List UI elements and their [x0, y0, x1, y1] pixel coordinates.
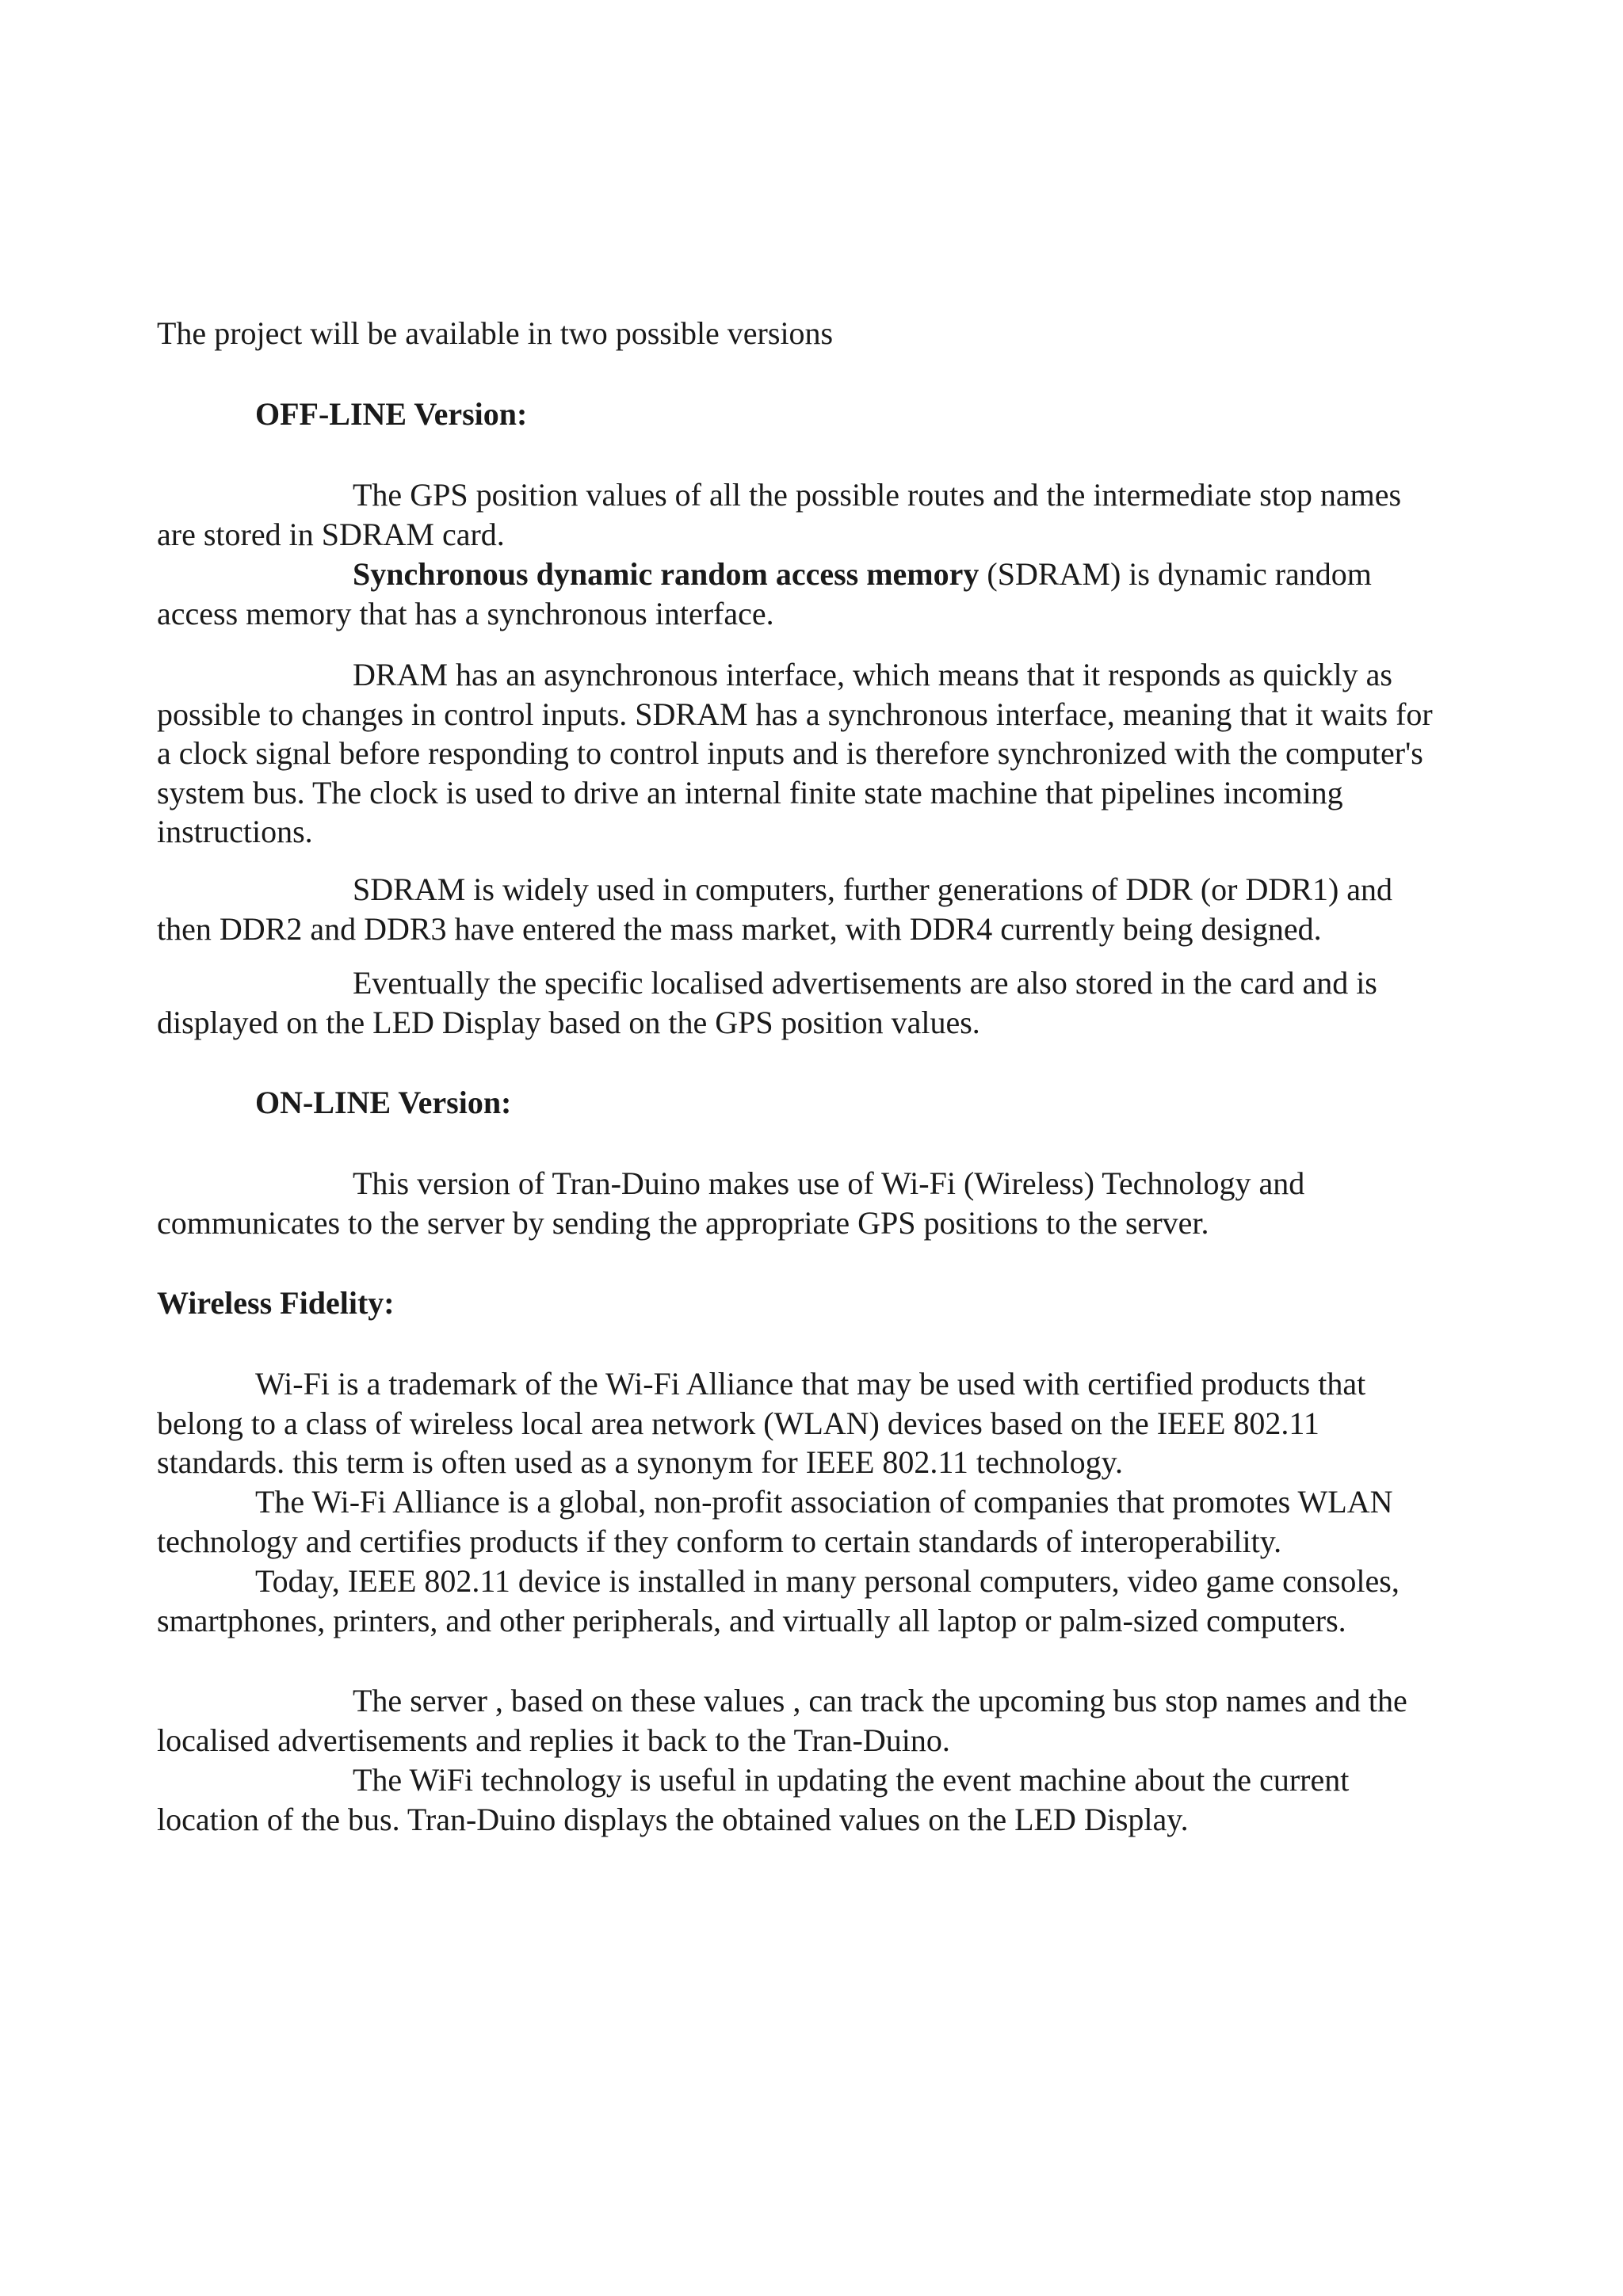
online-paragraph-1: This version of Tran-Duino makes use of Wi-Fi (Wireless) Technology and communicates to the server by sending the appropriate GPS positions to the server.	[157, 1165, 1305, 1241]
offline-heading: OFF-LINE Version:	[255, 396, 528, 432]
offline-paragraph-1: The GPS position values of all the possible routes and the intermediate stop names are stored in SDRAM card.	[157, 477, 1402, 552]
wireless-heading: Wireless Fidelity:	[157, 1285, 395, 1321]
offline-paragraph-3: DRAM has an asynchronous interface, which means that it responds as quickly as possible to changes in control inputs. SDRAM has a synchronous interface, meaning that it waits for a clock signal before responding to control inputs and is therefore synchronized with the computer's system bus. The clock is used to drive an internal finite state machine that pipelines incoming instructions.	[157, 657, 1433, 849]
intro-paragraph: The project will be available in two possible versions	[157, 315, 834, 351]
sdram-term: Synchronous dynamic random access memory	[353, 556, 980, 592]
offline-paragraph-2	[157, 555, 1488, 633]
offline-paragraph-4: SDRAM is widely used in computers, further generations of DDR (or DDR1) and then DDR2 and DDR3 have entered the mass market, with DDR4 currently being designed.	[157, 871, 1393, 947]
wireless-paragraph-3: Today, IEEE 802.11 device is installed in many personal computers, video game consoles, smartphones, printers, and other peripherals, and virtually all laptop or palm-sized computers.	[157, 1563, 1400, 1638]
wireless-paragraph-1: Wi-Fi is a trademark of the Wi-Fi Alliance that may be used with certified products that belong to a class of wireless local area network (WLAN) devices based on the IEEE 802.11 standards. this term is often used as a synonym for IEEE 802.11 technology.	[157, 1366, 1366, 1480]
wireless-paragraph-2: The Wi-Fi Alliance is a global, non-profit association of companies that promotes WLAN technology and certifies products if they conform to certain standards of interoperability.	[157, 1484, 1393, 1559]
server-paragraph-1: The server , based on these values , can track the upcoming bus stop names and the localised advertisements and replies it back to the Tran-Duino.	[157, 1683, 1407, 1758]
online-heading: ON-LINE Version:	[255, 1085, 512, 1120]
sdram-definition: (SDRAM) is dynamic random access memory that has a synchronous interface.	[157, 556, 1372, 631]
server-paragraph-2: The WiFi technology is useful in updating the event machine about the current location of the bus. Tran-Duino displays the obtained values on the LED Display.	[157, 1762, 1350, 1837]
offline-paragraph-5: Eventually the specific localised advertisements are also stored in the card and is displayed on the LED Display based on the GPS position values.	[157, 965, 1377, 1040]
